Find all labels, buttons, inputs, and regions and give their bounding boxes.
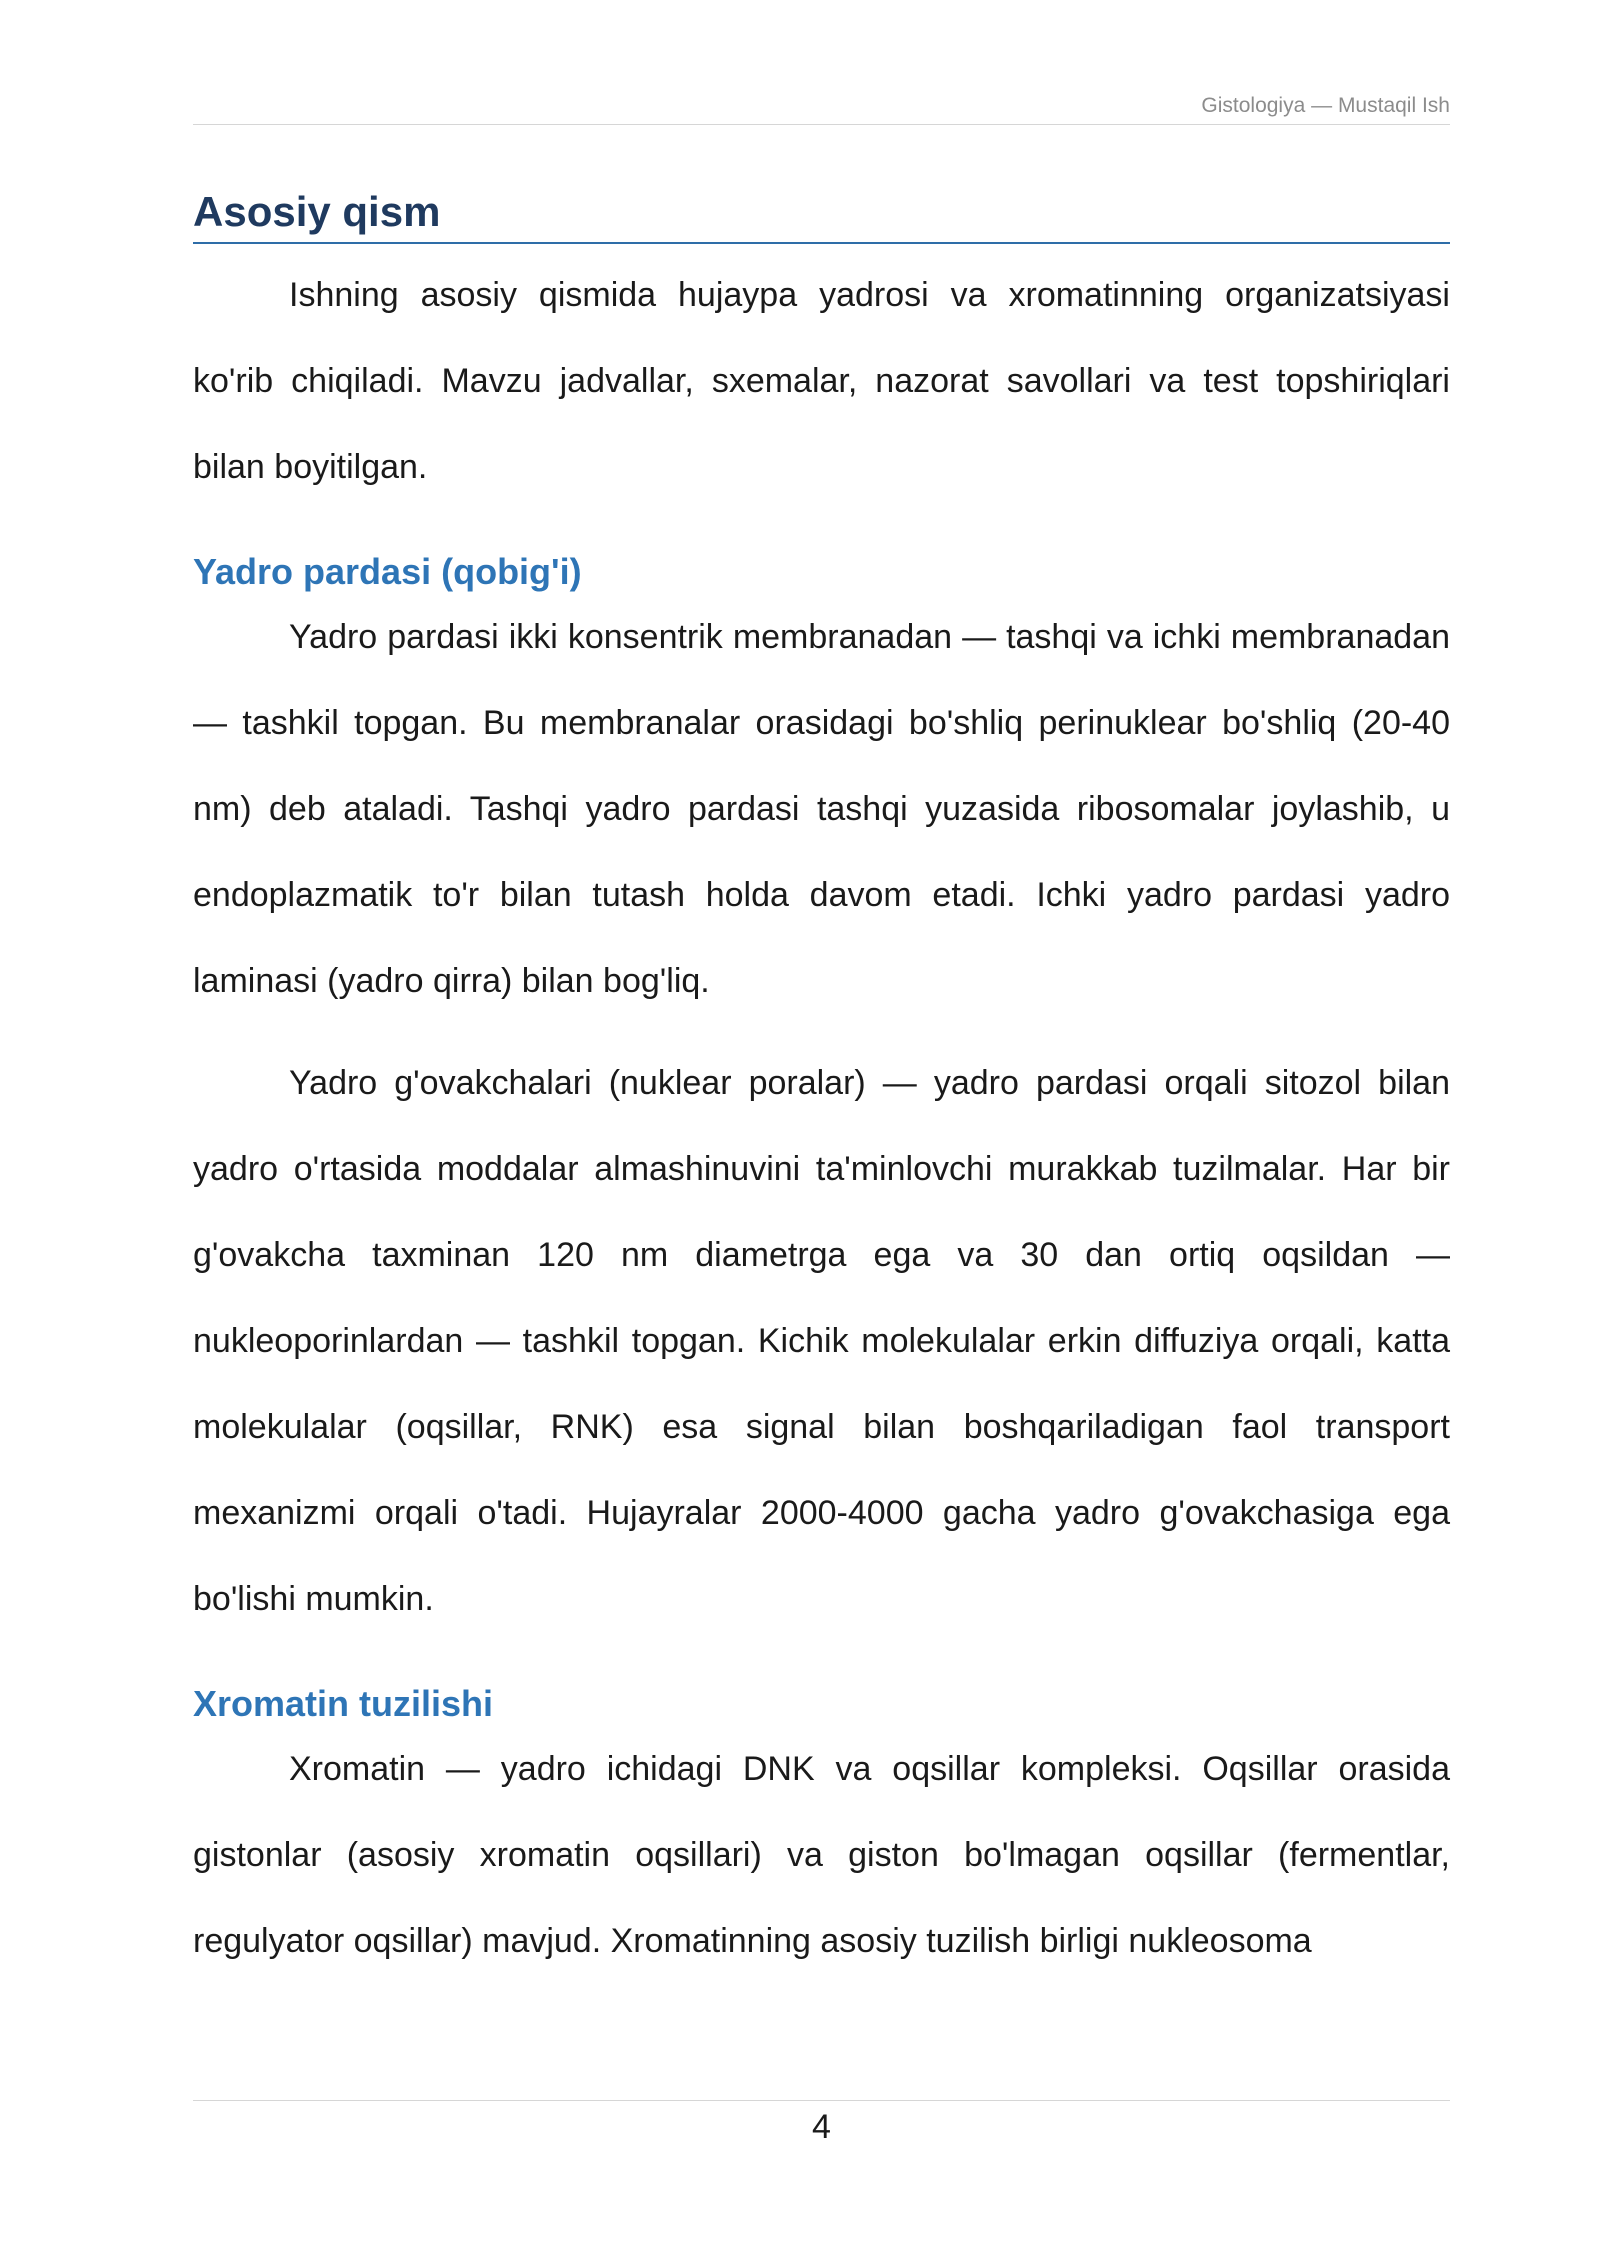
subsection-title-chromatin: Xromatin tuzilishi — [193, 1683, 494, 1724]
running-title: Gistologiya — Mustaqil Ish — [1201, 94, 1450, 117]
page-number: 4 — [812, 2108, 831, 2146]
paragraph-chromatin: Xromatin — yadro ichidagi DNK va oqsillar kompleksi. Oqsillar orasida gistonlar (asosiy xromatin oqsillari) va giston bo'lmagan oqsillar (fermentlar, regulyator oqsillar) mavjud. Xromatinning asosiy tuzilish birligi nukleosoma — [193, 1750, 1450, 1960]
subsection-title-nuclear-envelope: Yadro pardasi (qobig'i) — [193, 551, 582, 592]
page-header — [193, 92, 1450, 125]
page-content — [193, 186, 1450, 1984]
paragraph-nuclear-envelope: Yadro pardasi ikki konsentrik membranadan — tashqi va ichki membranadan — tashkil topgan. Bu membranalar orasidagi bo'shliq perinuklear bo'shliq (20-40 nm) deb ataladi. Tashqi yadro pardasi tashqi yuzasida ribosomalar joylashib, u endoplazmatik to'r bilan tutash holda davom etadi. Ichki yadro pardasi yadro laminasi (yadro qirra) bilan bog'liq. — [193, 618, 1450, 1000]
paragraph-nuclear-pores: Yadro g'ovakchalari (nuklear poralar) — yadro pardasi orqali sitozol bilan yadro o'rtasida moddalar almashinuvini ta'minlovchi murakkab tuzilmalar. Har bir g'ovakcha taxminan 120 nm diametrga ega va 30 dan ortiq oqsildan — nukleoporinlardan — tashkil topgan. Kichik molekulalar erkin diffuziya orqali, katta molekulalar (oqsillar, RNK) esa signal bilan boshqariladigan faol transport mexanizmi orqali o'tadi. Hujayralar 2000-4000 gacha yadro g'ovakchasiga ega bo'lishi mumkin. — [193, 1064, 1450, 1618]
footer-divider — [193, 2100, 1450, 2101]
intro-paragraph: Ishning asosiy qismida hujaypa yadrosi va xromatinning organizatsiyasi ko'rib chiqiladi. Mavzu jadvallar, sxemalar, nazorat savollari va test topshiriqlari bilan boyitilgan. — [193, 276, 1450, 486]
section-title: Asosiy qism — [193, 186, 1450, 244]
